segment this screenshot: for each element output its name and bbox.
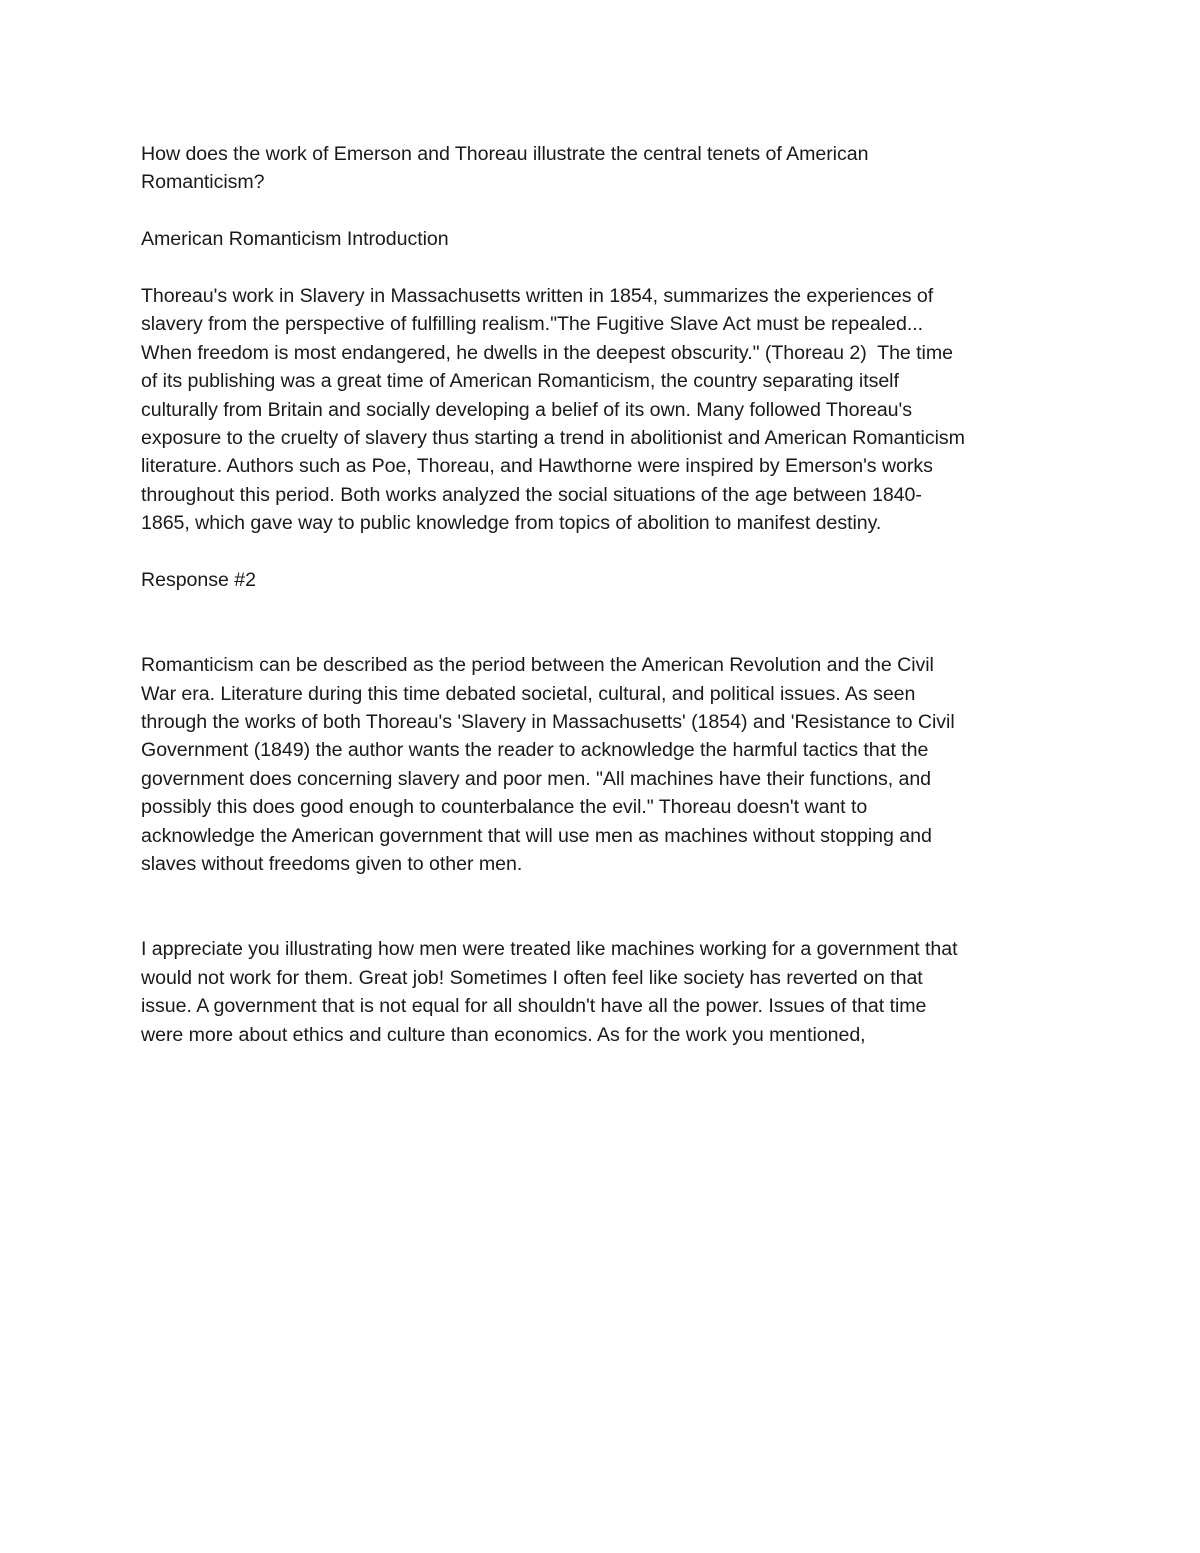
reply-paragraph-line: were more about ethics and culture than economics. As for the work you mentioned, — [141, 1023, 866, 1046]
intro-paragraph-line: When freedom is most endangered, he dwells in the deepest obscurity." (Thoreau 2) The time — [141, 341, 953, 364]
response-paragraph-line: government does concerning slavery and poor men. "All machines have their functions, and — [141, 767, 932, 790]
response-heading-text: Response #2 — [141, 569, 256, 592]
essay-question-line: How does the work of Emerson and Thoreau illustrate the central tenets of American — [141, 143, 869, 165]
intro-paragraph-line: 1865, which gave way to public knowledge from topics of abolition to manifest destiny. — [141, 512, 882, 535]
intro-paragraph — [141, 282, 1061, 538]
essay-question-line: Romanticism? — [141, 171, 265, 194]
intro-paragraph-line: literature. Authors such as Poe, Thoreau, and Hawthorne were inspired by Emerson's works — [141, 455, 933, 478]
document-body — [141, 140, 1061, 1049]
intro-paragraph-line: exposure to the cruelty of slavery thus starting a trend in abolitionist and American Romanticism — [141, 427, 965, 450]
reply-paragraph-line: I appreciate you illustrating how men were treated like machines working for a government that — [141, 938, 958, 961]
response-paragraph-line: slaves without freedoms given to other men. — [141, 853, 523, 876]
intro-paragraph-line: of its publishing was a great time of American Romanticism, the country separating itself — [141, 370, 899, 393]
intro-paragraph-line: culturally from Britain and socially developing a belief of its own. Many followed Thoreau's — [141, 398, 912, 421]
reply-paragraph-line: would not work for them. Great job! Sometimes I often feel like society has reverted on that — [141, 966, 923, 989]
intro-heading — [141, 225, 1061, 253]
essay-question — [141, 140, 1061, 197]
response-paragraph-line: acknowledge the American government that will use men as machines without stopping and — [141, 824, 932, 847]
response-paragraph-line: through the works of both Thoreau's 'Slavery in Massachusetts' (1854) and 'Resistance to Civil — [141, 711, 955, 734]
response-paragraph-line: Romanticism can be described as the period between the American Revolution and the Civil — [141, 654, 934, 677]
response-paragraph-line: War era. Literature during this time debated societal, cultural, and political issues. As seen — [141, 682, 916, 705]
intro-heading-text: American Romanticism Introduction — [141, 228, 449, 251]
response-paragraph-line: Government (1849) the author wants the reader to acknowledge the harmful tactics that the — [141, 739, 929, 762]
intro-paragraph-line: throughout this period. Both works analyzed the social situations of the age between 1840- — [141, 483, 922, 506]
intro-paragraph-line: Thoreau's work in Slavery in Massachusetts written in 1854, summarizes the experiences of — [141, 285, 934, 307]
intro-paragraph-line: slavery from the perspective of fulfilling realism."The Fugitive Slave Act must be repealed... — [141, 313, 923, 336]
response-heading — [141, 566, 1061, 594]
reply-paragraph-line: issue. A government that is not equal for all shouldn't have all the power. Issues of that time — [141, 995, 927, 1018]
reply-paragraph — [141, 935, 1061, 1049]
response-paragraph-line: possibly this does good enough to counterbalance the evil." Thoreau doesn't want to — [141, 796, 868, 819]
response-paragraph — [141, 651, 1061, 878]
